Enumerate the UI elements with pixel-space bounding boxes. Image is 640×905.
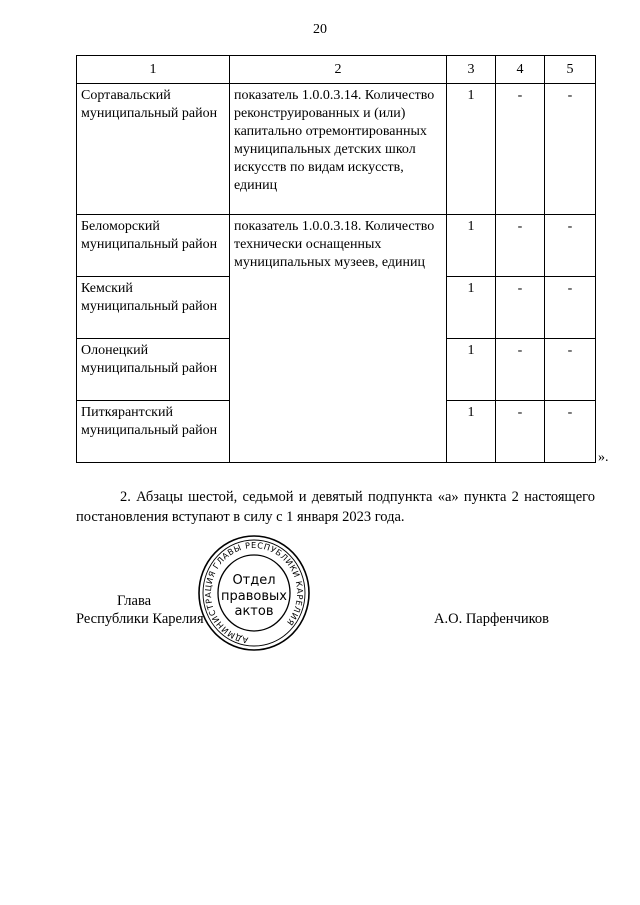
- stamp-ring-text: АДМИНИСТРАЦИЯ ГЛАВЫ РЕСПУБЛИКИ КАРЕЛИЯ: [202, 539, 306, 646]
- value-cell: -: [496, 277, 545, 339]
- table-row: [77, 215, 596, 277]
- header-cell: 1: [77, 56, 230, 84]
- value-cell: 1: [447, 277, 496, 339]
- district-cell: Питкярантский муниципальный район: [77, 401, 230, 463]
- header-cell: 3: [447, 56, 496, 84]
- effective-date-paragraph: 2. Абзацы шестой, седьмой и девятый подпункта «а» пункта 2 настоящего постановления вступают в силу с 1 января 2023 года.: [76, 489, 595, 525]
- value-cell: -: [545, 401, 596, 463]
- district-cell: Олонецкий муниципальный район: [77, 339, 230, 401]
- signatory-name: А.О. Парфенчиков: [434, 611, 550, 627]
- official-stamp: [196, 535, 312, 655]
- value-cell: 1: [447, 215, 496, 277]
- indicator-cell: показатель 1.0.0.3.14. Количество реконструированных и (или) капитально отремонтированных муниципальных детских школ искусств по видам искусств, единиц: [230, 84, 447, 215]
- district-cell: Сортавальский муниципальный район: [77, 84, 230, 215]
- stamp-center-line2: правовых: [221, 589, 287, 604]
- header-cell: 2: [230, 56, 447, 84]
- data-table: [76, 55, 596, 463]
- value-cell: -: [545, 277, 596, 339]
- value-cell: 1: [447, 339, 496, 401]
- value-cell: -: [496, 339, 545, 401]
- district-cell: Кемский муниципальный район: [77, 277, 230, 339]
- header-cell: 5: [545, 56, 596, 84]
- value-cell: -: [496, 215, 545, 277]
- table-row: [77, 84, 596, 215]
- district-cell: Беломорский муниципальный район: [77, 215, 230, 277]
- stamp-center-line3: актов: [234, 604, 274, 619]
- signatory-title-line1: Глава: [117, 593, 152, 609]
- value-cell: -: [545, 215, 596, 277]
- closing-quote-mark: ».: [598, 450, 609, 465]
- value-cell: -: [496, 401, 545, 463]
- value-cell: -: [545, 84, 596, 215]
- header-cell: 4: [496, 56, 545, 84]
- value-cell: -: [545, 339, 596, 401]
- stamp-center-line1: Отдел: [232, 573, 276, 588]
- signatory-title-line2: Республики Карелия: [76, 611, 204, 627]
- value-cell: 1: [447, 401, 496, 463]
- value-cell: 1: [447, 84, 496, 215]
- page-number: 20: [313, 22, 327, 37]
- indicator-cell: показатель 1.0.0.3.18. Количество технически оснащенных муниципальных музеев, единиц: [230, 215, 447, 463]
- table-header-row: [77, 56, 596, 84]
- value-cell: -: [496, 84, 545, 215]
